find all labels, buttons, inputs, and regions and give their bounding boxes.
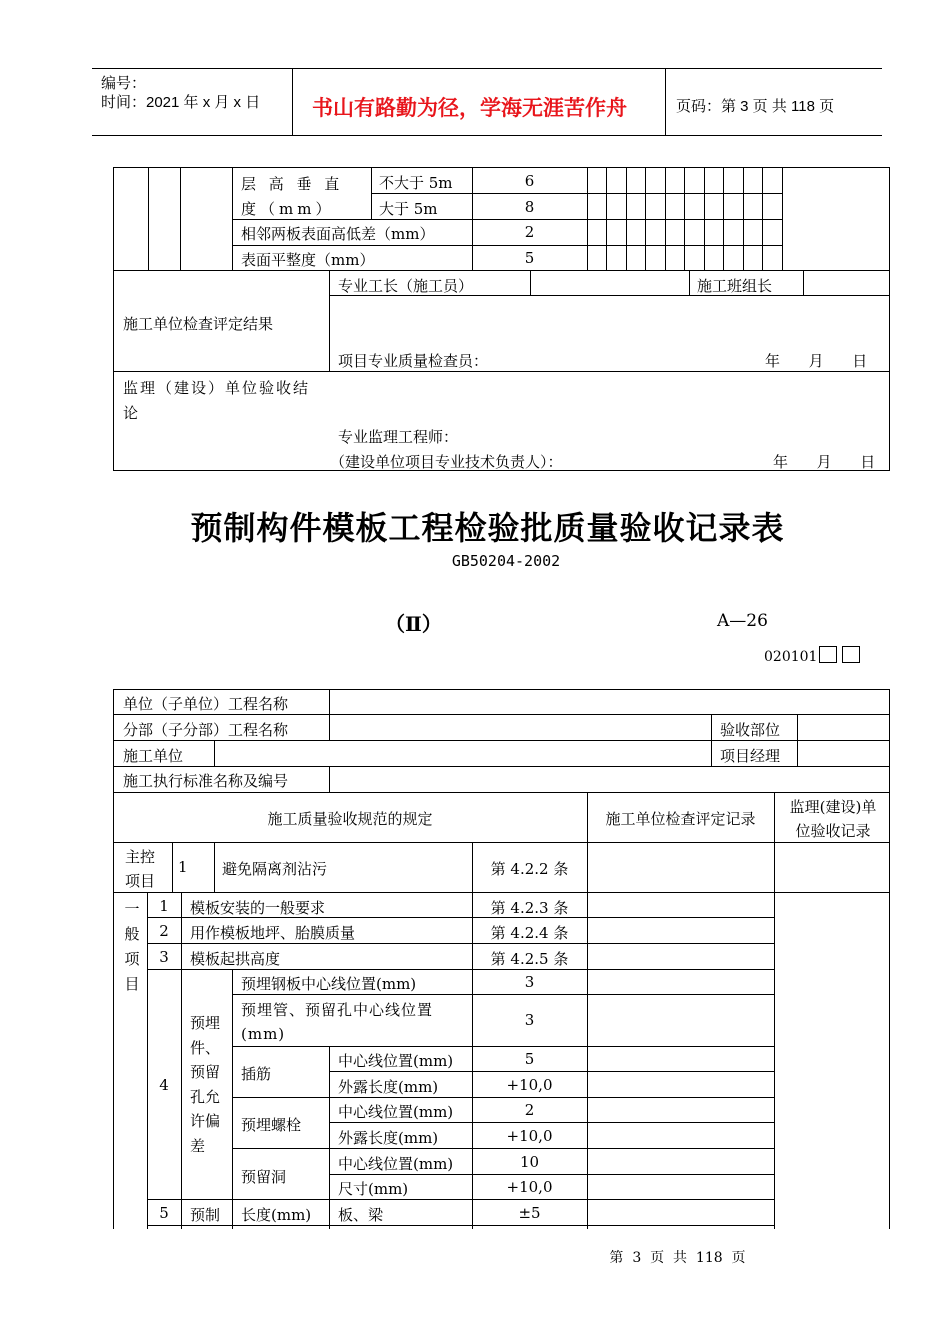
item-floor-verticality: 层 高 垂 直 度（mm）: [241, 175, 344, 218]
row-line: [232, 994, 775, 995]
top-col-line-2: [180, 167, 181, 271]
motto: 书山有路勤为径，学海无涯苦作舟: [312, 95, 627, 120]
hole-size-label: 尺寸(mm): [338, 1180, 409, 1198]
col-line: [214, 842, 215, 892]
col-line: [329, 1046, 330, 1229]
item-flatness: 表面平整度（mm）: [241, 251, 375, 269]
general-items-label: 一般项目: [124, 900, 140, 993]
value-2: 2: [524, 223, 535, 241]
standard-code: GB50204-2002: [451, 552, 561, 570]
bolt-expose-value: +10,0: [506, 1127, 553, 1145]
row-line: [147, 1199, 775, 1200]
col-line: [329, 766, 330, 792]
col-line: [587, 792, 588, 1229]
value-8: 8: [524, 198, 535, 216]
unit-project-field[interactable]: [331, 691, 887, 713]
main-control-label: 主控项目: [125, 848, 156, 890]
col-line: [774, 792, 775, 1229]
row-line: [113, 892, 890, 893]
top-row-line: [113, 270, 890, 271]
top-col-line-1: [148, 167, 149, 271]
team-leader-label: 施工班组长: [697, 277, 773, 295]
construction-unit-label: 施工单位: [123, 747, 184, 765]
row-line: [113, 766, 890, 767]
item-5-length-label: 长度(mm): [241, 1206, 312, 1224]
hole-center-value: 10: [519, 1153, 540, 1171]
bolt-center-value: 2: [524, 1101, 535, 1119]
supervision-record-header: 监理(建设)单位验收记录: [789, 798, 877, 840]
unit-project-label: 单位（子单位）工程名称: [123, 695, 289, 713]
foreman-label: 专业工长（施工员）: [338, 277, 474, 295]
item-5-label: 预制: [190, 1206, 221, 1224]
main-item-no: 1: [178, 858, 188, 876]
top-row-line: [232, 245, 783, 246]
form-number: A—26: [717, 611, 768, 631]
main-item-clause: 第 4.2.2 条: [490, 860, 569, 878]
rebar-expose-label: 外露长度(mm): [338, 1078, 439, 1096]
row-line: [232, 1148, 775, 1149]
header-bottom-rule: [92, 135, 882, 136]
header-top-rule: [92, 68, 882, 69]
item-5-value: ±5: [518, 1204, 541, 1222]
col-line: [172, 842, 173, 892]
row-line: [147, 969, 775, 970]
header-divider-1: [292, 68, 293, 136]
supervision-result-label: 监理（建设）单位验收结论: [123, 379, 311, 422]
item-5-sub-label: 板、梁: [338, 1206, 384, 1224]
main-item-record-field[interactable]: [589, 845, 772, 890]
general-item-1-no: 1: [159, 897, 169, 915]
col-line: [214, 740, 215, 766]
result-col-line: [689, 270, 690, 296]
acceptance-part-field[interactable]: [799, 716, 887, 738]
row-line: [232, 1046, 775, 1047]
item-4-no: 4: [159, 1076, 169, 1094]
col-line: [711, 714, 712, 766]
division-project-field[interactable]: [331, 716, 709, 738]
value-6: 6: [524, 172, 535, 190]
acceptance-part-label: 验收部位: [720, 721, 781, 739]
part-number: （Ⅱ）: [385, 612, 442, 636]
sub-under-5m: 不大于 5m: [379, 174, 453, 192]
bolt-center-label: 中心线位置(mm): [338, 1103, 454, 1121]
result-col-line: [803, 270, 804, 296]
supervision-date: 年 月 日: [773, 453, 876, 471]
general-item-1-name: 模板安装的一般要求: [190, 899, 326, 917]
standard-name-field[interactable]: [331, 768, 887, 790]
project-manager-label: 项目经理: [720, 747, 781, 765]
col-line: [232, 969, 233, 1229]
value-5: 5: [524, 249, 535, 267]
row-line: [329, 1071, 775, 1072]
col-line: [329, 689, 330, 741]
page-title: 预制构件模板工程检验批质量验收记录表: [190, 509, 785, 547]
embed-pipe-value: 3: [524, 1011, 535, 1029]
rebar-center-label: 中心线位置(mm): [338, 1052, 454, 1070]
code-label: 编号：: [101, 75, 147, 92]
header-divider-2: [665, 68, 666, 136]
hole-label: 预留洞: [241, 1168, 287, 1186]
top-row-line: [371, 193, 783, 194]
page-label: 页码：第 3 页 共 118 页: [676, 98, 835, 115]
row-line: [329, 1122, 775, 1123]
construction-record-header: 施工单位检查评定记录: [605, 810, 756, 828]
general-item-2-clause: 第 4.2.4 条: [490, 924, 569, 942]
inspector-label: 项目专业质量检查员：: [338, 352, 489, 370]
row-line: [329, 1174, 775, 1175]
sub-over-5m: 大于 5m: [379, 200, 438, 218]
general-item-3-name: 模板起拱高度: [190, 950, 281, 968]
item-5-no: 5: [159, 1204, 169, 1222]
time-label: 时间：2021 年 x 月 x 日: [101, 94, 261, 111]
standard-name-label: 施工执行标准名称及编号: [123, 772, 289, 790]
spec-header: 施工质量验收规范的规定: [267, 810, 433, 828]
embed-pipe-label: 预埋管、预留孔中心线位置(mm): [241, 1001, 434, 1043]
page-footer: 第 3 页 共 118 页: [609, 1250, 746, 1266]
project-manager-field[interactable]: [799, 742, 887, 764]
hole-center-label: 中心线位置(mm): [338, 1155, 454, 1173]
embed-plate-value: 3: [524, 973, 535, 991]
item-4-label: 预埋件、预留孔允许偏差: [190, 1014, 221, 1155]
rebar-center-value: 5: [524, 1050, 535, 1068]
result-row-line: [113, 371, 890, 372]
embed-plate-label: 预埋钢板中心线位置(mm): [241, 975, 417, 993]
row-line: [232, 1097, 775, 1098]
bolt-expose-label: 外露长度(mm): [338, 1129, 439, 1147]
general-item-2-no: 2: [159, 922, 169, 940]
general-item-1-clause: 第 4.2.3 条: [490, 899, 569, 917]
row-line: [113, 714, 890, 715]
supervision-engineer-label: 专业监理工程师：: [338, 428, 459, 446]
rebar-label: 插筋: [241, 1065, 272, 1083]
item-adjacent-height: 相邻两板表面高低差（mm）: [241, 225, 435, 243]
main-item-name: 避免隔离剂沾污: [222, 860, 328, 878]
code-box-2[interactable]: [842, 646, 860, 663]
row-line: [113, 842, 890, 843]
general-item-3-no: 3: [159, 948, 169, 966]
hole-size-value: +10,0: [506, 1178, 553, 1196]
row-line: [113, 740, 890, 741]
inspection-date: 年 月 日: [765, 352, 868, 370]
construction-result-label: 施工单位检查评定结果: [123, 315, 274, 333]
general-item-2-name: 用作模板地坪、胎膜质量: [190, 924, 356, 942]
result-col-line: [329, 270, 330, 371]
division-project-label: 分部（子分部）工程名称: [123, 721, 289, 739]
construction-unit-field[interactable]: [216, 742, 709, 764]
row-line: [147, 943, 775, 944]
code-prefix: 020101: [764, 649, 818, 665]
bolt-label: 预埋螺栓: [241, 1116, 302, 1134]
code-box-1[interactable]: [819, 646, 837, 663]
row-line: [147, 1225, 775, 1226]
rebar-expose-value: +10,0: [506, 1076, 553, 1094]
col-line: [797, 714, 798, 766]
general-item-3-clause: 第 4.2.5 条: [490, 950, 569, 968]
result-col-line: [530, 270, 531, 296]
owner-tech-label: （建设单位项目专业技术负责人）：: [330, 453, 563, 471]
